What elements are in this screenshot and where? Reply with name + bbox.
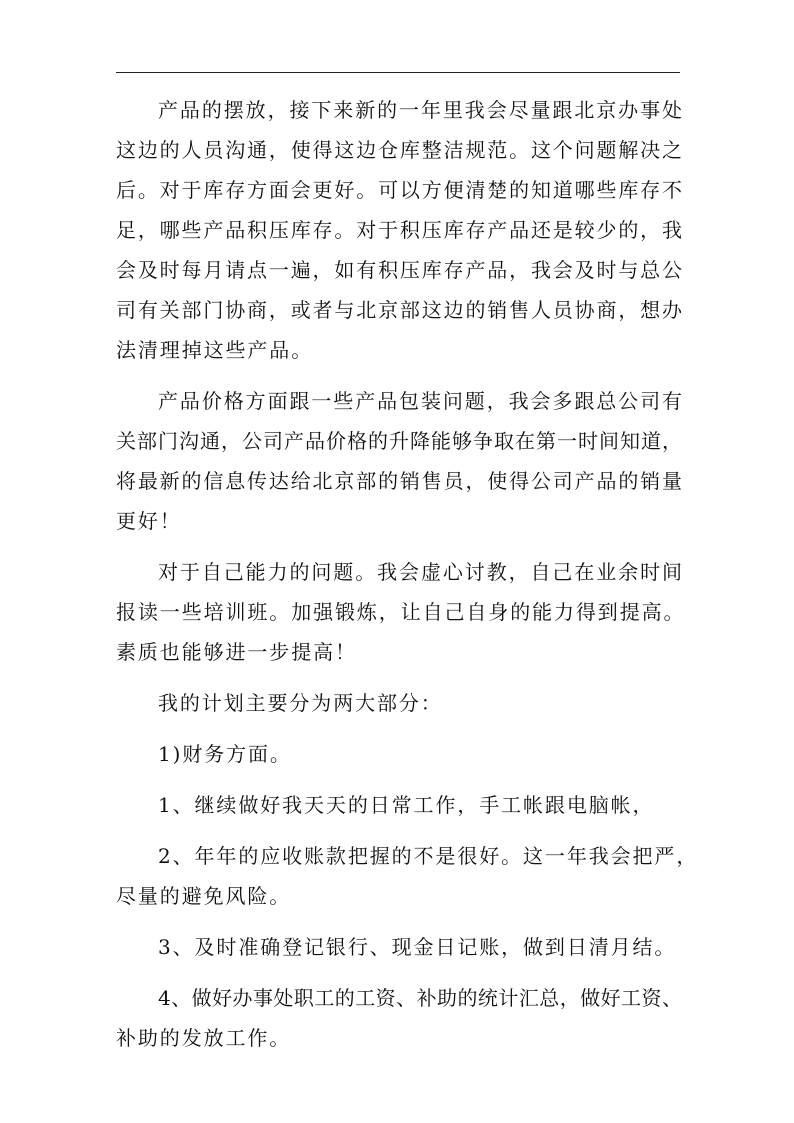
paragraph-line: 2、年年的应收账款把握的不是很好。这一年我会把严，: [158, 844, 699, 868]
paragraph-line: 补助的发放工作。: [116, 1026, 292, 1050]
section-heading-finance: [116, 739, 682, 779]
paragraph-line: 后。对于库存方面会更好。可以方便清楚的知道哪些库存不: [116, 178, 682, 202]
paragraph-line: 对于自己能力的问题。我会虚心讨教，自己在业余时间: [158, 560, 682, 584]
paragraph-line: 1、继续做好我天天的日常工作，手工帐跟电脑帐，: [158, 793, 655, 817]
paragraph-line: 我的计划主要分为两大部分：: [158, 691, 443, 715]
paragraph-line: 司有关部门协商，或者与北京部这边的销售人员协商，想办: [116, 298, 682, 322]
paragraph-line: 法清理掉这些产品。: [116, 338, 314, 362]
paragraph-line: 1)财务方面。: [158, 742, 292, 766]
paragraph-line: 产品的摆放，接下来新的一年里我会尽量跟北京办事处: [158, 98, 682, 122]
paragraph-warehouse: [116, 95, 682, 375]
paragraph-line: 更好！: [116, 509, 182, 533]
paragraph-line: 产品价格方面跟一些产品包装问题，我会多跟总公司有: [158, 389, 682, 413]
list-item-1: [116, 790, 682, 830]
paragraph-line: 素质也能够进一步提高！: [116, 640, 357, 664]
paragraph-line: 3、及时准确登记银行、现金日记账，做到日清月结。: [158, 935, 677, 959]
paragraph-line: 尽量的避免风险。: [116, 884, 292, 908]
paragraph-line: 将最新的信息传达给北京部的销售员，使得公司产品的销量: [116, 469, 682, 493]
document-body: [116, 95, 699, 1063]
paragraph-self-improvement: [116, 557, 686, 677]
paragraph-line: 这边的人员沟通，使得这边仓库整洁规范。这个问题解决之: [116, 138, 682, 162]
paragraph-line: 报读一些培训班。加强锻炼，让自己自身的能力得到提高。: [116, 600, 686, 624]
list-item-2: [116, 841, 699, 921]
paragraph-line: 4、做好办事处职工的工资、补助的统计汇总，做好工资、: [158, 986, 682, 1010]
paragraph-line: 足，哪些产品积压库存。对于积压库存产品还是较少的，我: [116, 218, 682, 242]
list-item-3: [116, 932, 682, 972]
paragraph-line: 会及时每月请点一遍，如有积压库存产品，我会及时与总公: [116, 258, 682, 282]
header-rule: [116, 72, 680, 73]
paragraph-pricing: [116, 386, 682, 546]
paragraph-line: 关部门沟通，公司产品价格的升降能够争取在第一时间知道，: [116, 429, 682, 453]
list-item-4: [116, 983, 682, 1063]
paragraph-plan-intro: [116, 688, 682, 728]
